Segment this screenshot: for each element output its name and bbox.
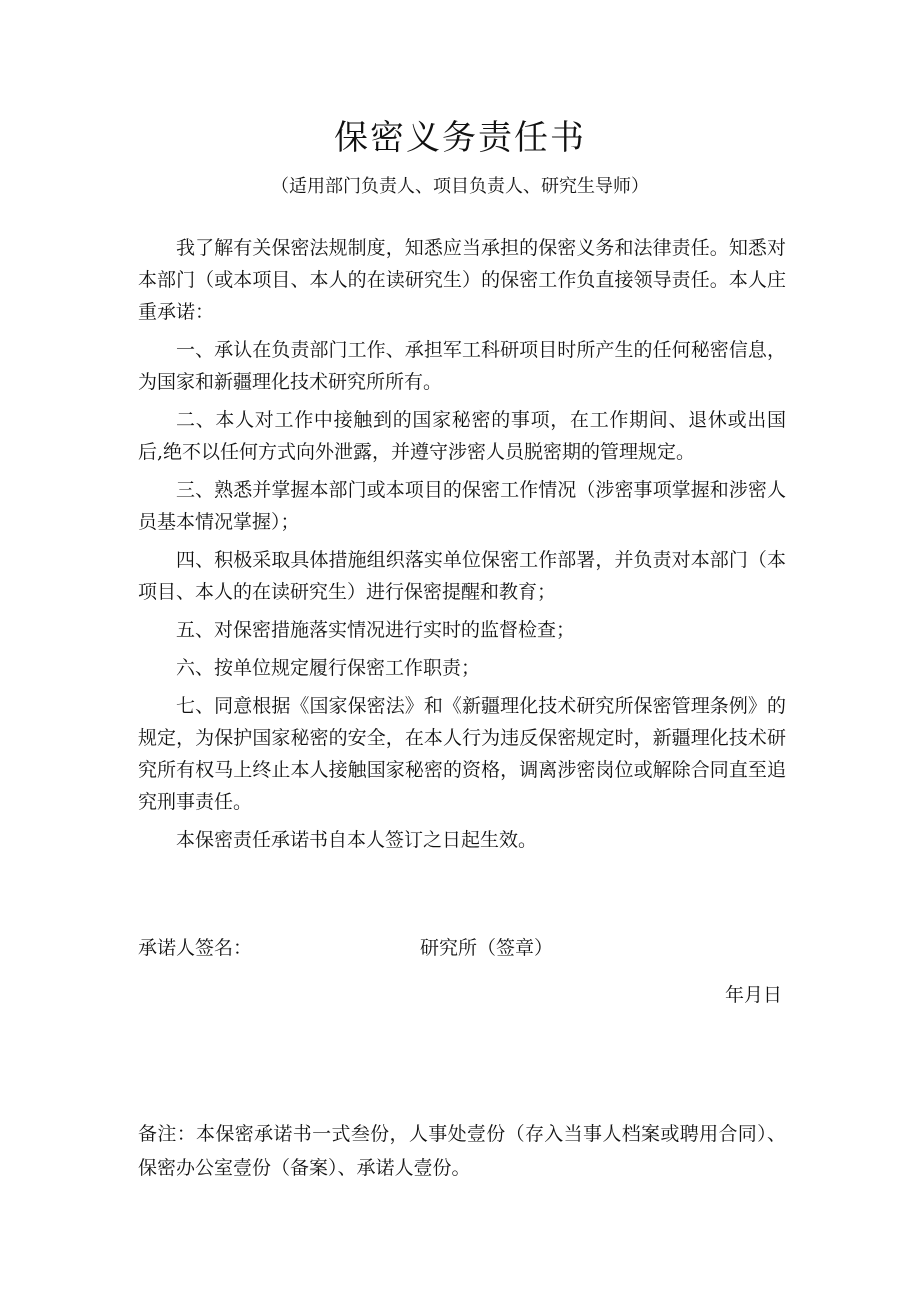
- date-label: 年月日: [724, 984, 782, 1006]
- clause-3: 三、熟悉并掌握本部门或本项目的保密工作情况（涉密事项掌握和涉密人员基本情况掌握）；: [138, 479, 786, 533]
- clause-7: 七、同意根据《国家保密法》和《新疆理化技术研究所保密管理条例》的规定，为保护国家秘密的安全，在本人行为违反保密规定时，新疆理化技术研究所有权马上终止本人接触国家秘密的资格，调离涉密岗位或解除合同直至追究刑事责任。: [138, 695, 786, 813]
- clause-4: 四、积极采取具体措施组织落实单位保密工作部署，并负责对本部门（本项目、本人的在读研究生）进行保密提醒和教育；: [138, 549, 786, 603]
- intro-paragraph: 我了解有关保密法规制度，知悉应当承担的保密义务和法律责任。知悉对本部门（或本项目、本人的在读研究生）的保密工作负直接领导责任。本人庄重承诺：: [138, 237, 786, 323]
- institute-seal-label: 研究所（签章）: [420, 937, 554, 959]
- effective-clause: 本保密责任承诺书自本人签订之日起生效。: [176, 829, 538, 851]
- clause-6: 六、按单位规定履行保密工作职责；: [176, 657, 481, 679]
- clause-5: 五、对保密措施落实情况进行实时的监督检查；: [176, 619, 576, 641]
- promisor-signature-label: 承诺人签名：: [138, 937, 253, 959]
- footnote-remark: 备注：本保密承诺书一式叁份，人事处壹份（存入当事人档案或聘用合同）、保密办公室壹份（备案）、承诺人壹份。: [138, 1123, 786, 1179]
- clause-1: 一、承认在负责部门工作、承担军工科研项目时所产生的任何秘密信息，为国家和新疆理化技术研究所所有。: [138, 339, 786, 393]
- document-body: [138, 232, 786, 862]
- document-title: 保密义务责任书: [334, 118, 586, 158]
- document-subtitle: （适用部门负责人、项目负责人、研究生导师）: [271, 176, 649, 197]
- clause-2: 二、本人对工作中接触到的国家秘密的事项，在工作期间、退休或出国后,绝不以任何方式向外泄露，并遵守涉密人员脱密期的管理规定。: [138, 409, 786, 463]
